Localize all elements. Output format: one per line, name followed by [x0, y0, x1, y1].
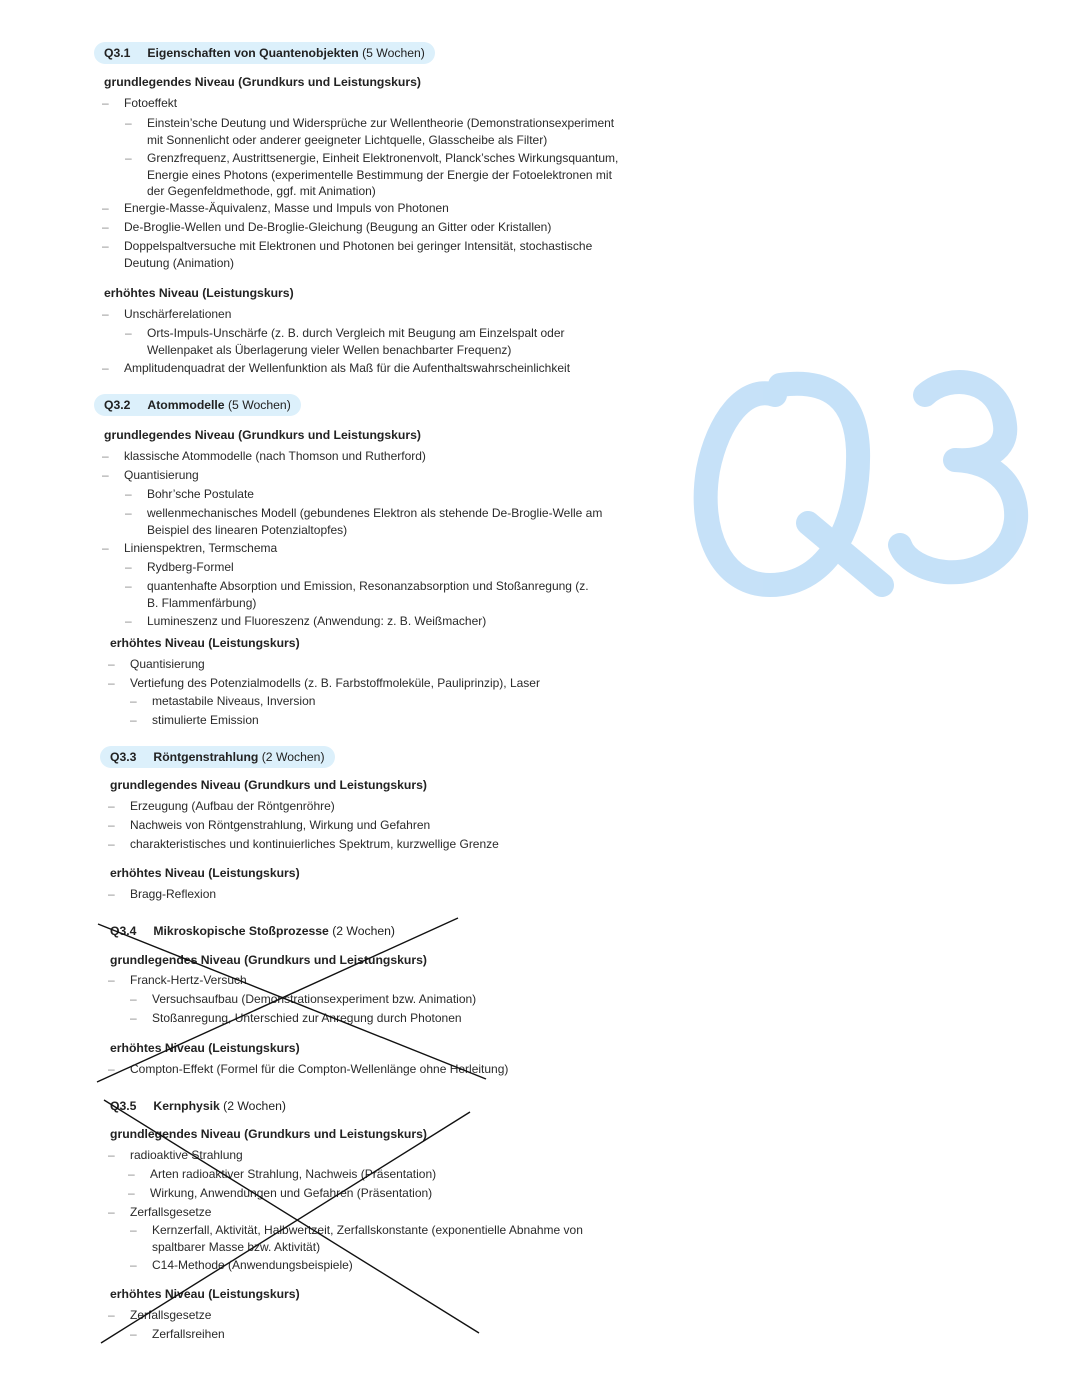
- level-heading-basic: grundlegendes Niveau (Grundkurs und Leistungskurs): [104, 75, 421, 89]
- list-item: – Zerfallsgesetze: [108, 1308, 212, 1322]
- list-item: – Linienspektren, Termschema: [102, 541, 278, 555]
- section-number: Q3.3: [110, 750, 137, 764]
- list-item: – Bragg-Reflexion: [108, 887, 217, 901]
- section-number: Q3.5: [110, 1099, 137, 1113]
- section-title: Atommodelle: [147, 398, 225, 412]
- list-item: – quantenhafte Absorption und Emission, Resonanzabsorption und Stoßanregung (z. B. Flammenfärbung): [125, 579, 589, 610]
- list-item: – Amplitudenquadrat der Wellenfunktion als Maß für die Aufenthaltswahrscheinlichkeit: [102, 361, 571, 375]
- list-item: – Arten radioaktiver Strahlung, Nachweis (Präsentation): [128, 1167, 437, 1181]
- level-heading-advanced: erhöhtes Niveau (Leistungskurs): [110, 636, 300, 650]
- level-heading-advanced: erhöhtes Niveau (Leistungskurs): [110, 1287, 300, 1301]
- list-item: – Quantisierung: [102, 468, 199, 482]
- level-heading-basic: grundlegendes Niveau (Grundkurs und Leistungskurs): [104, 428, 421, 442]
- list-item: – wellenmechanisches Modell (gebundenes Elektron als stehende De-Broglie-Welle am Beispiel des linearen Potenzialtopfes): [125, 506, 603, 537]
- section-title: Mikroskopische Stoßprozesse: [153, 924, 329, 938]
- list-item: – Unschärferelationen: [102, 307, 232, 321]
- level-heading-advanced: erhöhtes Niveau (Leistungskurs): [110, 866, 300, 880]
- section-duration: (2 Wochen): [223, 1099, 286, 1113]
- list-item: – Quantisierung: [108, 657, 205, 671]
- section-duration: (5 Wochen): [362, 46, 425, 60]
- list-item: – Einstein’sche Deutung und Widersprüche zur Wellentheorie (Demonstrationsexperiment mit Sonnenlicht oder anderer geeigneter Lichtquelle, Glasscheibe als Filter): [125, 116, 615, 147]
- list-item: – Grenzfrequenz, Austrittsenergie, Einheit Elektronenvolt, Planck’sches Wirkungsquantum, Energie eines Photons (experimentelle Bestimmung der Energie der Fotoelektronen mit der Gegenfeldmethode, ggf. mit Animation): [125, 151, 619, 198]
- section-header-q3-4: [100, 920, 405, 942]
- section-title: Röntgenstrahlung: [153, 750, 259, 764]
- list-item: – Vertiefung des Potenzialmodells (z. B. Farbstoffmoleküle, Pauliprinzip), Laser: [108, 676, 540, 690]
- q3-watermark-icon: [706, 382, 1017, 585]
- list-item: – stimulierte Emission: [130, 713, 259, 727]
- list-item: – metastabile Niveaus, Inversion: [130, 694, 316, 708]
- section-header-q3-3: [100, 746, 335, 768]
- section-duration: (5 Wochen): [227, 398, 291, 412]
- list-item: – charakteristisches und kontinuierliches Spektrum, kurzwellige Grenze: [108, 837, 499, 851]
- level-heading-basic: grundlegendes Niveau (Grundkurs und Leistungskurs): [110, 778, 427, 792]
- list-item: – Rydberg-Formel: [125, 560, 234, 574]
- list-item: – Stoßanregung, Unterschied zur Anregung durch Photonen: [130, 1011, 462, 1025]
- section-header-q3-5: [100, 1095, 296, 1117]
- level-heading-advanced: erhöhtes Niveau (Leistungskurs): [104, 286, 294, 300]
- section-title: Kernphysik: [153, 1099, 220, 1113]
- list-item: – Doppelspaltversuche mit Elektronen und Photonen bei geringer Intensität, stochastische Deutung (Animation): [102, 239, 593, 270]
- level-heading-basic: grundlegendes Niveau (Grundkurs und Leistungskurs): [110, 1127, 427, 1141]
- section-header-q3-1: [94, 42, 435, 64]
- list-item: – Orts-Impuls-Unschärfe (z. B. durch Vergleich mit Beugung am Einzelspalt oder Wellenpaket als Überlagerung vieler Wellen benachbarter Frequenz): [125, 326, 565, 357]
- section-number: Q3.2: [104, 398, 131, 412]
- list-item: – Compton-Effekt (Formel für die Compton-Wellenlänge ohne Herleitung): [108, 1062, 509, 1076]
- section-number: Q3.1: [104, 46, 131, 60]
- list-item: – Versuchsaufbau (Demonstrationsexperiment bzw. Animation): [130, 992, 477, 1006]
- list-item: – Energie-Masse-Äquivalenz, Masse und Impuls von Photonen: [102, 201, 449, 215]
- list-item: – Franck-Hertz-Versuch: [108, 973, 247, 987]
- list-item: – De-Broglie-Wellen und De-Broglie-Gleichung (Beugung an Gitter oder Kristallen): [102, 220, 552, 234]
- list-item: – klassische Atommodelle (nach Thomson und Rutherford): [102, 449, 426, 463]
- list-item: – Erzeugung (Aufbau der Röntgenröhre): [108, 799, 335, 813]
- list-item: – Lumineszenz und Fluoreszenz (Anwendung: z. B. Weißmacher): [125, 614, 487, 628]
- section-title: Eigenschaften von Quantenobjekten: [147, 46, 359, 60]
- section-duration: (2 Wochen): [261, 750, 325, 764]
- section-duration: (2 Wochen): [332, 924, 395, 938]
- section-header-q3-2: [94, 394, 301, 416]
- list-item: – Wirkung, Anwendungen und Gefahren (Präsentation): [128, 1186, 433, 1200]
- list-item: – Zerfallsreihen: [130, 1327, 225, 1341]
- list-item: – Bohr’sche Postulate: [125, 487, 254, 501]
- list-item: – Zerfallsgesetze: [108, 1205, 212, 1219]
- level-heading-advanced: erhöhtes Niveau (Leistungskurs): [110, 1041, 300, 1055]
- list-item: – Nachweis von Röntgenstrahlung, Wirkung und Gefahren: [108, 818, 431, 832]
- list-item: – C14-Methode (Anwendungsbeispiele): [130, 1258, 353, 1272]
- level-heading-basic: grundlegendes Niveau (Grundkurs und Leistungskurs): [110, 953, 427, 967]
- list-item: – Kernzerfall, Aktivität, Halbwertzeit, Zerfallskonstante (exponentielle Abnahme von spaltbarer Masse bzw. Aktivität): [130, 1223, 583, 1254]
- list-item: – Fotoeffekt: [102, 96, 178, 110]
- list-item: – radioaktive Strahlung: [108, 1148, 243, 1162]
- section-number: Q3.4: [110, 924, 137, 938]
